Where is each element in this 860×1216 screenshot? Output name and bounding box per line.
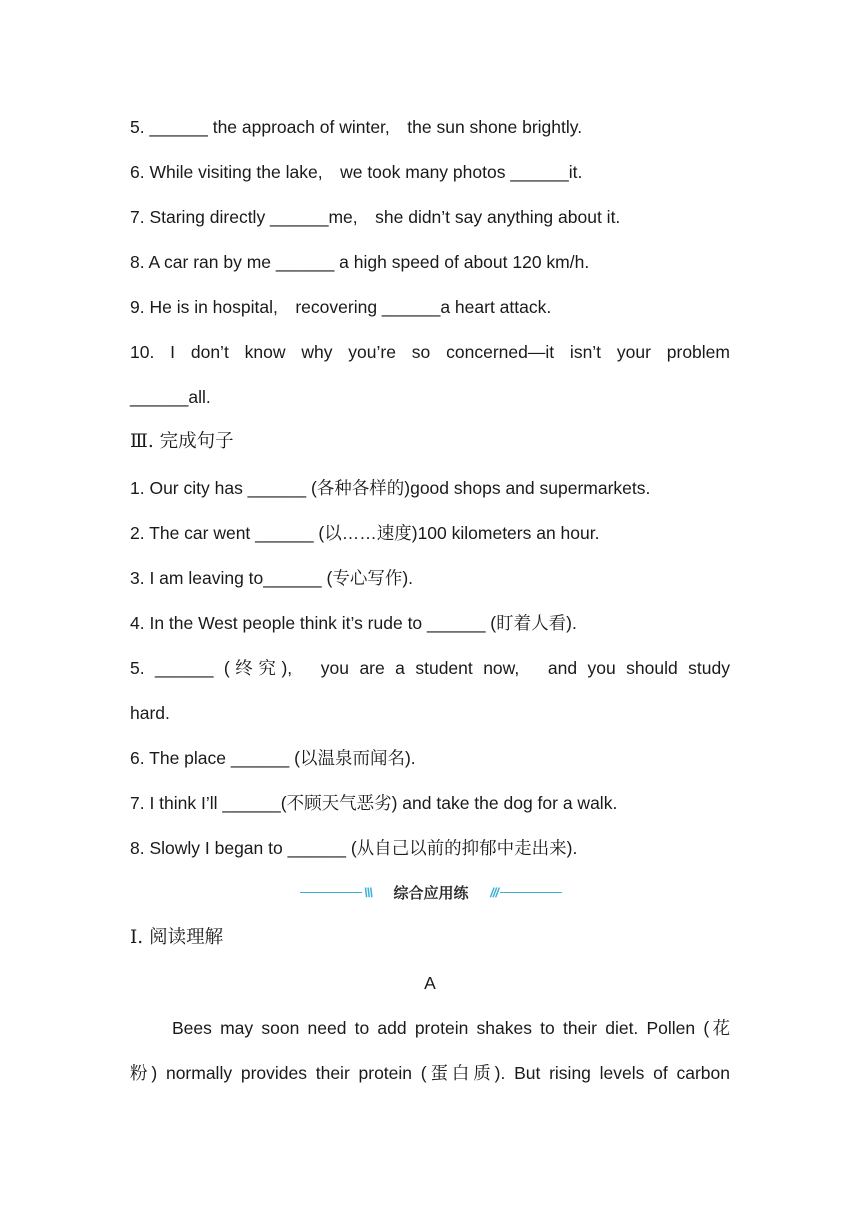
sentence-item-7: 7. I think I’ll ______(不顾天气恶劣) and take the dog for a walk. [130, 793, 618, 813]
divider-slashes-left: \\\ [364, 885, 372, 900]
exercise-item-7: 7. Staring directly ______me, she didn’t say anything about it. [130, 207, 621, 227]
sentence-item-5-line-2: hard. [130, 703, 170, 723]
sentence-item-1: 1. Our city has ______ (各种各样的)good shops and supermarkets. [130, 478, 651, 498]
section-heading-reading: Ⅰ. 阅读理解 [130, 927, 224, 948]
passage-label: A [424, 973, 436, 993]
exercise-item-9: 9. He is in hospital, recovering ______a heart attack. [130, 297, 552, 317]
exercise-item-5: 5. ______ the approach of winter, the sun shone brightly. [130, 117, 583, 137]
exercise-item-10-line-2: ______all. [130, 387, 211, 407]
divider-slashes-right: /// [490, 885, 498, 900]
section-heading-complete-sentences: Ⅲ. 完成句子 [130, 431, 234, 452]
exercise-item-10-line-1: 10. I don’t know why you’re so concerned—it isn’t your problem [130, 342, 730, 362]
sentence-item-3: 3. I am leaving to______ (专心写作). [130, 568, 414, 588]
divider-title: 综合应用练 [393, 884, 469, 902]
sentence-item-5-line-1: 5. ______ (终究), you are a student now, and you should study [130, 658, 730, 678]
section-divider [300, 882, 562, 904]
sentence-item-8: 8. Slowly I began to ______ (从自己以前的抑郁中走出来). [130, 838, 578, 858]
divider-rule-right [500, 892, 562, 893]
passage-paragraph-line-1: Bees may soon need to add protein shakes to their diet. Pollen (花 [172, 1018, 730, 1038]
exercise-item-8: 8. A car ran by me ______ a high speed of about 120 km/h. [130, 252, 590, 272]
passage-paragraph-line-2: 粉) normally provides their protein (蛋白质). But rising levels of carbon [130, 1063, 730, 1083]
sentence-item-2: 2. The car went ______ (以……速度)100 kilometers an hour. [130, 523, 600, 543]
exercise-item-6: 6. While visiting the lake, we took many photos ______it. [130, 162, 583, 182]
sentence-item-4: 4. In the West people think it’s rude to ______ (盯着人看). [130, 613, 577, 633]
sentence-item-6: 6. The place ______ (以温泉而闻名). [130, 748, 416, 768]
